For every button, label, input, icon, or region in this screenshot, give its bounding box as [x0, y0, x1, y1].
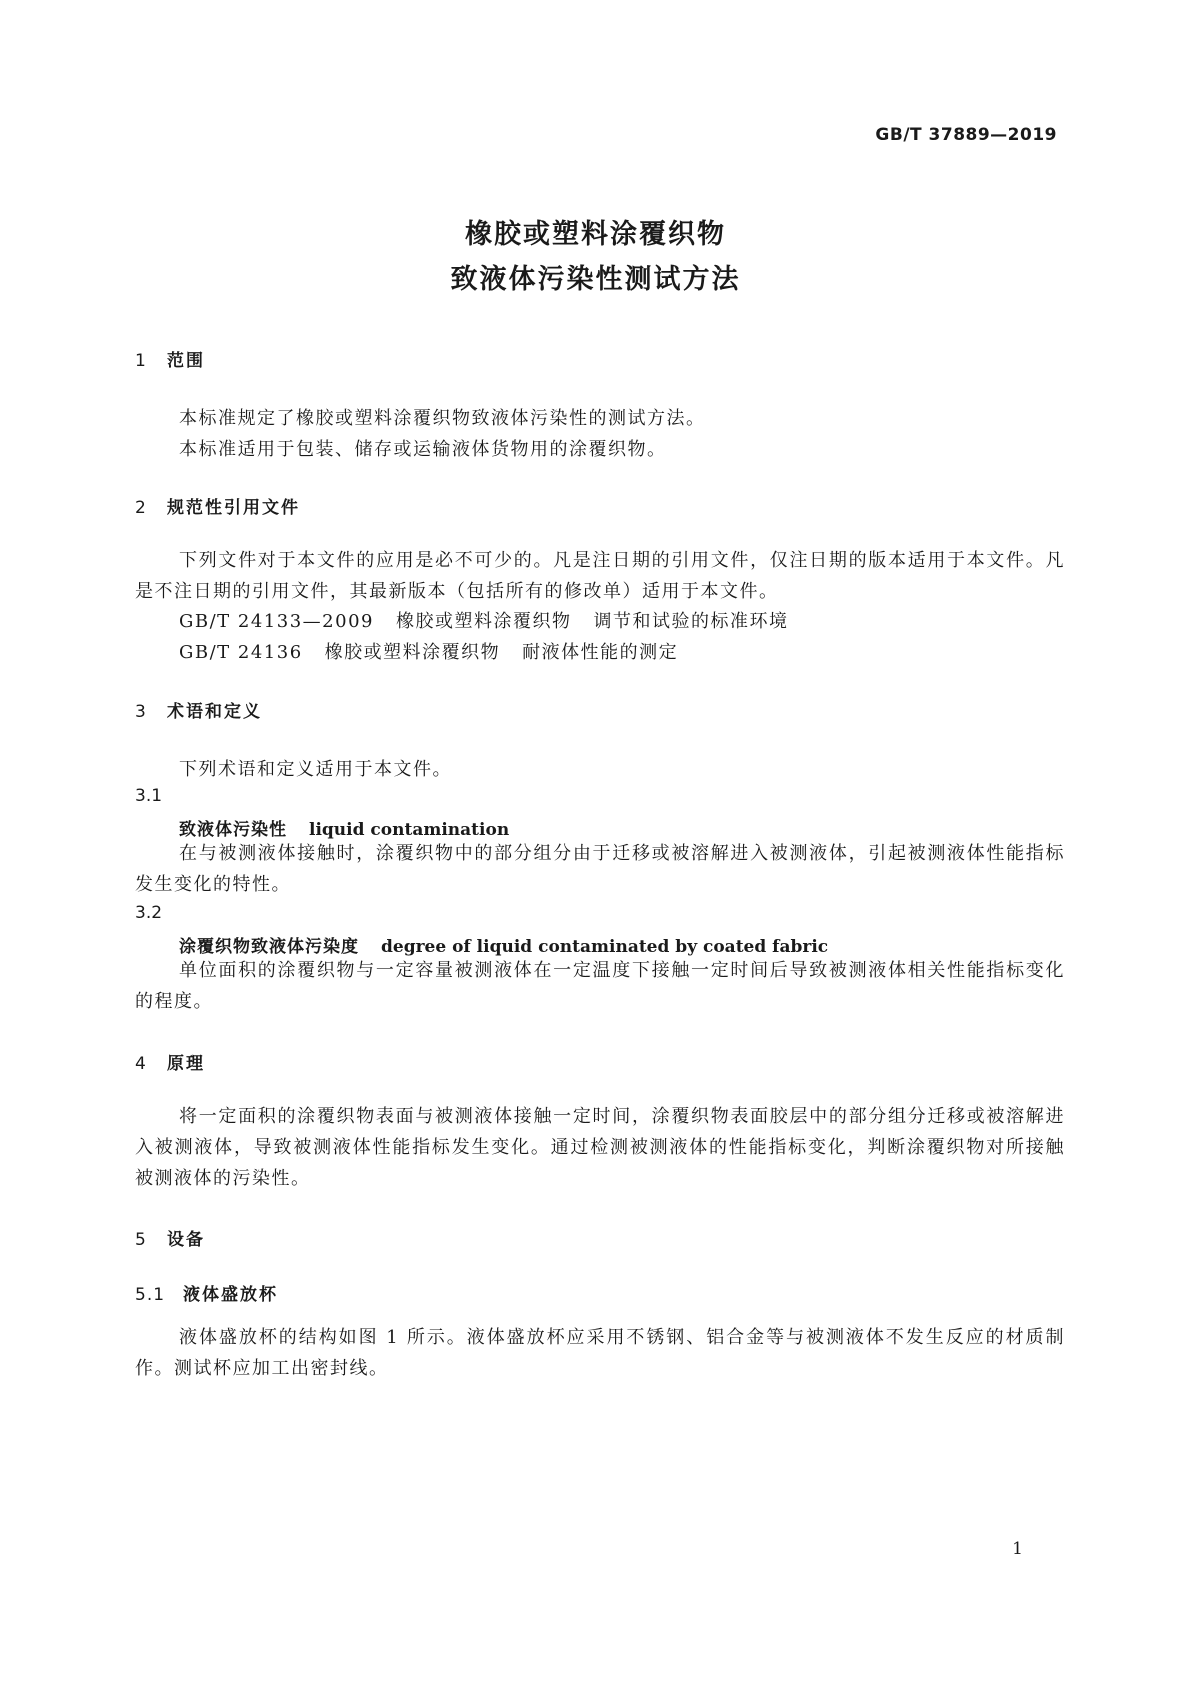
- subsection-number: 5.1: [135, 1285, 166, 1305]
- section-3-heading: [135, 697, 262, 722]
- section-number: 1: [135, 351, 147, 371]
- reference-subtitle: 耐液体性能的测定: [522, 642, 679, 663]
- reference-title: 橡胶或塑料涂覆织物: [395, 611, 572, 632]
- section-1-paragraph-2: 本标准适用于包装、储存或运输液体货物用的涂覆织物。: [179, 439, 667, 460]
- term-chinese: 致液体污染性: [179, 820, 287, 840]
- term-chinese: 涂覆织物致液体污染度: [179, 937, 359, 957]
- section-label: 术语和定义: [167, 702, 262, 722]
- subsection-label: 液体盛放杯: [183, 1285, 278, 1305]
- page-number: 1: [1012, 1539, 1023, 1559]
- term-heading: [179, 815, 509, 840]
- section-2-heading: [135, 493, 300, 518]
- term-definition: 单位面积的涂覆织物与一定容量被测液体在一定温度下接触一定时间后导致被测液体相关性能指标变化的程度。: [135, 960, 1065, 1012]
- term-english: liquid contamination: [309, 820, 510, 840]
- document-title-line-2: 致液体污染性测试方法: [450, 264, 741, 295]
- section-label: 原理: [167, 1054, 205, 1074]
- term-number: 3.1: [135, 786, 163, 806]
- section-1-heading: [135, 346, 205, 371]
- reference-code: GB/T 24136: [179, 642, 303, 663]
- section-label: 规范性引用文件: [167, 498, 300, 518]
- section-number: 5: [135, 1230, 147, 1250]
- section-number: 2: [135, 498, 147, 518]
- subsection-5-1-paragraph-1: 液体盛放杯的结构如图 1 所示。液体盛放杯应采用不锈钢、铝合金等与被测液体不发生反应的材质制作。测试杯应加工出密封线。: [135, 1327, 1065, 1379]
- reference-subtitle: 调节和试验的标准环境: [593, 611, 789, 632]
- section-4-paragraph-1: 将一定面积的涂覆织物表面与被测液体接触一定时间，涂覆织物表面胶层中的部分组分迁移或被溶解进入被测液体，导致被测液体性能指标发生变化。通过检测被测液体的性能指标变化，判断涂覆织物对所接触被测液体的污染性。: [135, 1106, 1065, 1189]
- section-label: 设备: [167, 1230, 205, 1250]
- document-title-line-1: 橡胶或塑料涂覆织物: [465, 219, 726, 250]
- subsection-5-1-heading: [135, 1280, 278, 1305]
- term-english: degree of liquid contaminated by coated fabric: [381, 937, 829, 957]
- section-4-heading: [135, 1049, 205, 1074]
- standard-code: GB/T 37889—2019: [875, 125, 1057, 145]
- reference-item: [179, 607, 788, 633]
- section-1-paragraph-1: 本标准规定了橡胶或塑料涂覆织物致液体污染性的测试方法。: [179, 408, 706, 429]
- term-number: 3.2: [135, 903, 163, 923]
- section-3-paragraph-1: 下列术语和定义适用于本文件。: [179, 759, 452, 780]
- section-label: 范围: [167, 351, 205, 371]
- section-5-heading: [135, 1225, 205, 1250]
- section-2-paragraph-1: 下列文件对于本文件的应用是必不可少的。凡是注日期的引用文件，仅注日期的版本适用于本文件。凡是不注日期的引用文件，其最新版本（包括所有的修改单）适用于本文件。: [135, 550, 1065, 602]
- term-heading: [179, 932, 828, 957]
- section-number: 4: [135, 1054, 147, 1074]
- reference-title: 橡胶或塑料涂覆织物: [324, 642, 501, 663]
- reference-item: [179, 638, 678, 664]
- reference-code: GB/T 24133—2009: [179, 611, 374, 632]
- section-number: 3: [135, 702, 147, 722]
- term-definition: 在与被测液体接触时，涂覆织物中的部分组分由于迁移或被溶解进入被测液体，引起被测液体性能指标发生变化的特性。: [135, 843, 1065, 895]
